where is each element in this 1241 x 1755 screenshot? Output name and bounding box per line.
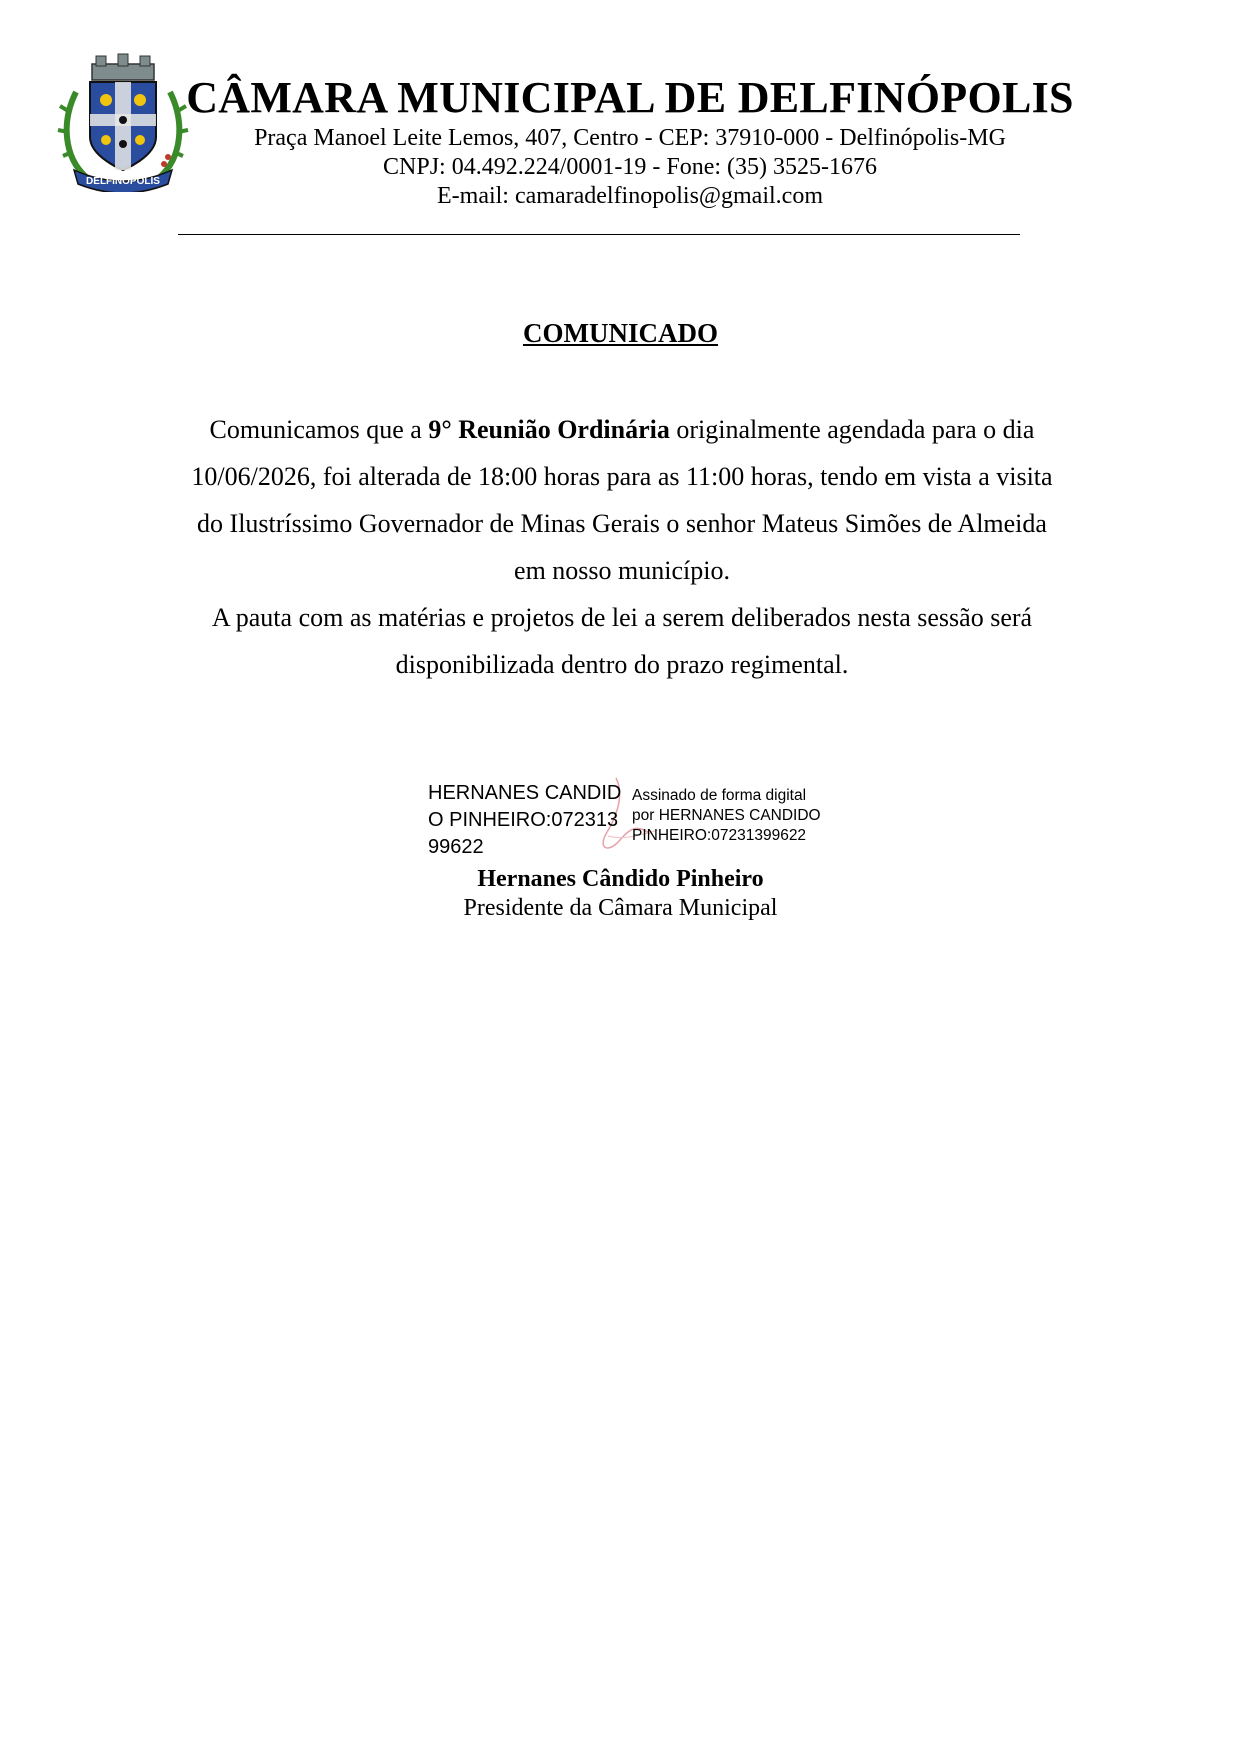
org-address: Praça Manoel Leite Lemos, 407, Centro - CEP: 37910-000 - Delfinópolis-MG <box>254 125 1006 151</box>
digital-note-line-2: por HERNANES CANDIDO <box>632 807 821 824</box>
municipal-crest-logo <box>56 52 190 192</box>
crest-ribbon-text: DELFINÓPOLIS <box>86 176 160 187</box>
digital-note-line-3: PINHEIRO:07231399622 <box>632 827 807 844</box>
letterhead <box>180 72 1080 211</box>
paragraph-2: A pauta com as matérias e projetos de lei a serem deliberados nesta sessão será disponibilizada dentro do prazo regimental. <box>211 603 1033 679</box>
signer-block <box>0 864 1241 922</box>
org-email: E-mail: camaradelfinopolis@gmail.com <box>437 183 823 209</box>
digital-signature-block <box>428 780 828 860</box>
document-body <box>188 406 1056 688</box>
org-name: CÂMARA MUNICIPAL DE DELFINÓPOLIS <box>186 73 1074 122</box>
p1-text-end: originalmente agendada para o dia 10/06/2026, foi alterada de 18:00 horas para as 11:00 horas, tendo em vista a visita do Ilustríssimo Governador de Minas Gerais o senhor Mateus Simões de Almeida em nosso município. <box>191 415 1053 585</box>
signer-certificate-name: HERNANES CANDIDO PINHEIRO:07231399622 <box>428 782 622 858</box>
header-divider <box>178 234 1020 235</box>
p1-bold-meeting: 9° Reunião Ordinária <box>428 415 670 444</box>
digital-note-line-1: Assinado de forma digital <box>632 787 807 804</box>
signer-role: Presidente da Câmara Municipal <box>463 895 778 921</box>
digital-signature-note <box>632 786 832 846</box>
document-title: COMUNICADO <box>523 318 718 348</box>
signer-name: Hernanes Cândido Pinheiro <box>477 866 764 892</box>
p1-text-start: Comunicamos que a <box>209 415 429 444</box>
org-cnpj-phone: CNPJ: 04.492.224/0001-19 - Fone: (35) 3525-1676 <box>383 154 877 180</box>
paragraph-1 <box>188 406 1056 594</box>
